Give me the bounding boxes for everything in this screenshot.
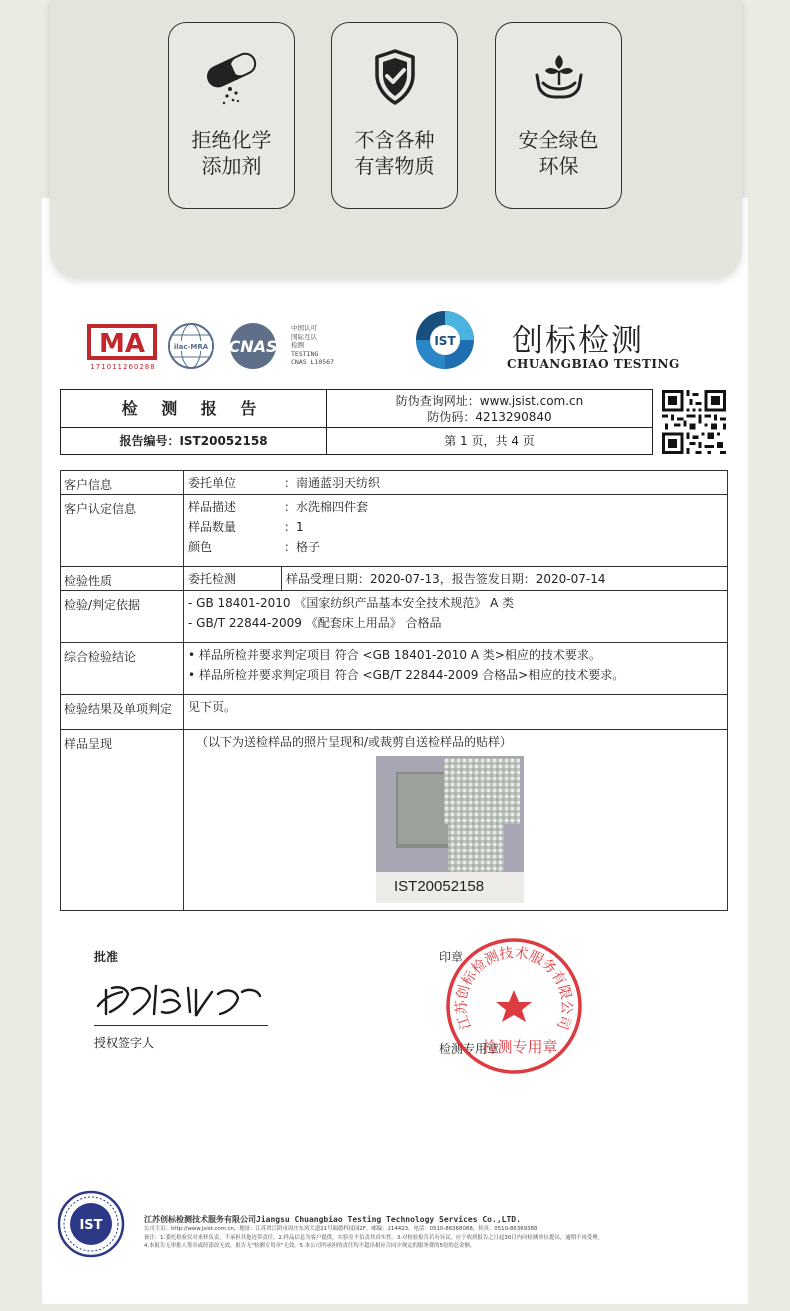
seal-footer: 检测专用章 xyxy=(439,1042,500,1056)
seal-label: 印章 xyxy=(439,950,464,964)
ilac-mra-text: ilac-MRA xyxy=(173,343,209,351)
cnas-logo xyxy=(223,322,283,370)
feature-3-line1: 安全绿色 xyxy=(518,128,599,152)
cma-number: 171011260288 xyxy=(90,363,156,371)
cnas-line: 检测 xyxy=(291,341,304,349)
sample-qty-value: ：1 xyxy=(284,520,304,534)
page-info: 第 1 页，共 4 页 xyxy=(444,434,535,448)
row-conclusion xyxy=(61,643,727,695)
photo-label: IST20052158 xyxy=(394,878,485,895)
hands-leaf-icon xyxy=(527,45,591,109)
feature-card-eco xyxy=(495,22,622,209)
footer-logo-text: IST xyxy=(79,1218,103,1233)
conclusion-item: • 样品所检并要求判定项目 符合 <GB/T 22844-2009 合格品>相应的技术要求。 xyxy=(188,668,625,682)
query-code: 防伪码：4213290840 xyxy=(427,410,552,424)
label-sample: 样品呈现 xyxy=(61,730,184,910)
brand-name-cn: 创标检测 xyxy=(512,323,644,359)
report-number: 报告编号：IST20052158 xyxy=(61,428,327,454)
row-basis xyxy=(61,591,727,643)
dates-value: 样品受理日期：2020-07-13，报告签发日期：2020-07-14 xyxy=(286,572,606,586)
test-report-sheet xyxy=(42,198,748,1304)
approve-label: 批准 xyxy=(94,950,119,964)
sample-caption: （以下为送检样品的照片呈现和/或裁剪自送检样品的贴样） xyxy=(196,735,513,749)
anti-counterfeit-info xyxy=(327,390,652,428)
color-value: ：格子 xyxy=(284,540,321,554)
cnas-line: 中国认可 xyxy=(291,324,317,332)
report-header-table xyxy=(60,389,653,455)
basis-item: - GB/T 22844-2009 《配套床上用品》 合格品 xyxy=(188,616,442,630)
feature-2-line1: 不含各种 xyxy=(354,128,435,152)
footer-note-line: 公司主页：http://www.jsist.com.cn，地址：江苏省江阴市周庄东风大道21号瑞德科技园2F，邮编：214423，电话：0510-86368088，传真：0510-86369388 xyxy=(144,1226,538,1232)
company-seal xyxy=(444,936,584,1076)
cma-logo-text: MA xyxy=(99,329,145,359)
feature-1-line1: 拒绝化学 xyxy=(191,128,272,152)
row-sample xyxy=(61,730,727,910)
row-client-info xyxy=(61,471,727,495)
feature-card-no-chemicals xyxy=(168,22,295,209)
conclusion-item: • 样品所检并要求判定项目 符合 <GB 18401-2010 A 类>相应的技术要求。 xyxy=(188,648,601,662)
handwritten-signature xyxy=(92,968,268,1026)
row-nature xyxy=(61,567,727,591)
cnas-line: CNAS L10567 xyxy=(291,358,335,366)
label-client-info: 客户信息 xyxy=(61,471,184,494)
ist-logo-text: IST xyxy=(434,334,456,348)
label-result: 检验结果及单项判定 xyxy=(61,695,184,729)
cnas-line: 国际互认 xyxy=(291,332,317,341)
color-key: 颜色 xyxy=(188,540,213,554)
feature-2-line2: 有害物质 xyxy=(354,154,435,178)
cnas-logo-text: CNAS xyxy=(228,337,278,356)
label-basis: 检验/判定依据 xyxy=(61,591,184,642)
report-main-table xyxy=(60,470,728,911)
label-conclusion: 综合检验结论 xyxy=(61,643,184,694)
row-client-confirm xyxy=(61,495,727,567)
brand-name-en: CHUANGBIAO TESTING xyxy=(507,357,680,371)
ist-logo xyxy=(414,309,476,371)
feature-3-line2: 环保 xyxy=(538,154,579,178)
footer-company: 江苏创标检测技术服务有限公司Jiangsu Chuangbiao Testing Technology Services Co.,LTD. xyxy=(144,1215,521,1224)
nature-value: 委托检测 xyxy=(188,572,237,586)
query-site: 防伪查询网址：www.jsist.com.cn xyxy=(395,394,584,408)
label-client-confirm: 客户认定信息 xyxy=(61,495,184,566)
sample-desc-value: ：水洗棉四件套 xyxy=(284,500,369,514)
seal-inner-text: 检测专用章 xyxy=(482,1038,558,1056)
feature-panel xyxy=(50,0,742,278)
shield-check-icon xyxy=(363,45,427,109)
sample-qty-key: 样品数量 xyxy=(188,520,237,534)
cnas-accreditation-text xyxy=(291,324,334,367)
client-unit-value: ：南通蓝羽天纺织 xyxy=(284,476,381,490)
footer-note-line: 备注：1.委托检验仅对来样负责，不承担其他连带责任。2.样品信息为客户提供，实验室不负责其真实性。3.对检验报告若有异议，应于收到报告之日起30日内向检测单位提出，逾期不再受理。 xyxy=(144,1234,603,1241)
ilac-mra-logo xyxy=(167,322,215,370)
row-result xyxy=(61,695,727,730)
capsule-icon xyxy=(200,45,264,109)
sample-desc-key: 样品描述 xyxy=(188,500,237,514)
client-unit-key: 委托单位 xyxy=(188,476,237,490)
footer-note-line: 4.本报告无审批人签章或经涂改无效，报告无"检测专用章"无效。5.本公司所承担的责任均不超出相应合同中规定的服务费的5倍的总金额。 xyxy=(144,1243,476,1249)
report-title: 检 测 报 告 xyxy=(61,390,327,428)
cnas-line: TESTING xyxy=(291,349,319,358)
footer-notes xyxy=(144,1225,603,1251)
seal-ring-text: 江苏创标检测技术服务有限公司 xyxy=(453,945,575,1032)
qr-code xyxy=(662,390,726,454)
label-nature: 检验性质 xyxy=(61,567,184,590)
feature-1-line2: 添加剂 xyxy=(201,154,262,178)
ist-footer-logo xyxy=(57,1190,125,1258)
result-value: 见下页。 xyxy=(188,700,237,714)
signer-label: 授权签字人 xyxy=(94,1036,155,1050)
basis-item: - GB 18401-2010 《国家纺织产品基本安全技术规范》 A 类 xyxy=(188,596,515,610)
feature-card-no-harmful xyxy=(331,22,458,209)
